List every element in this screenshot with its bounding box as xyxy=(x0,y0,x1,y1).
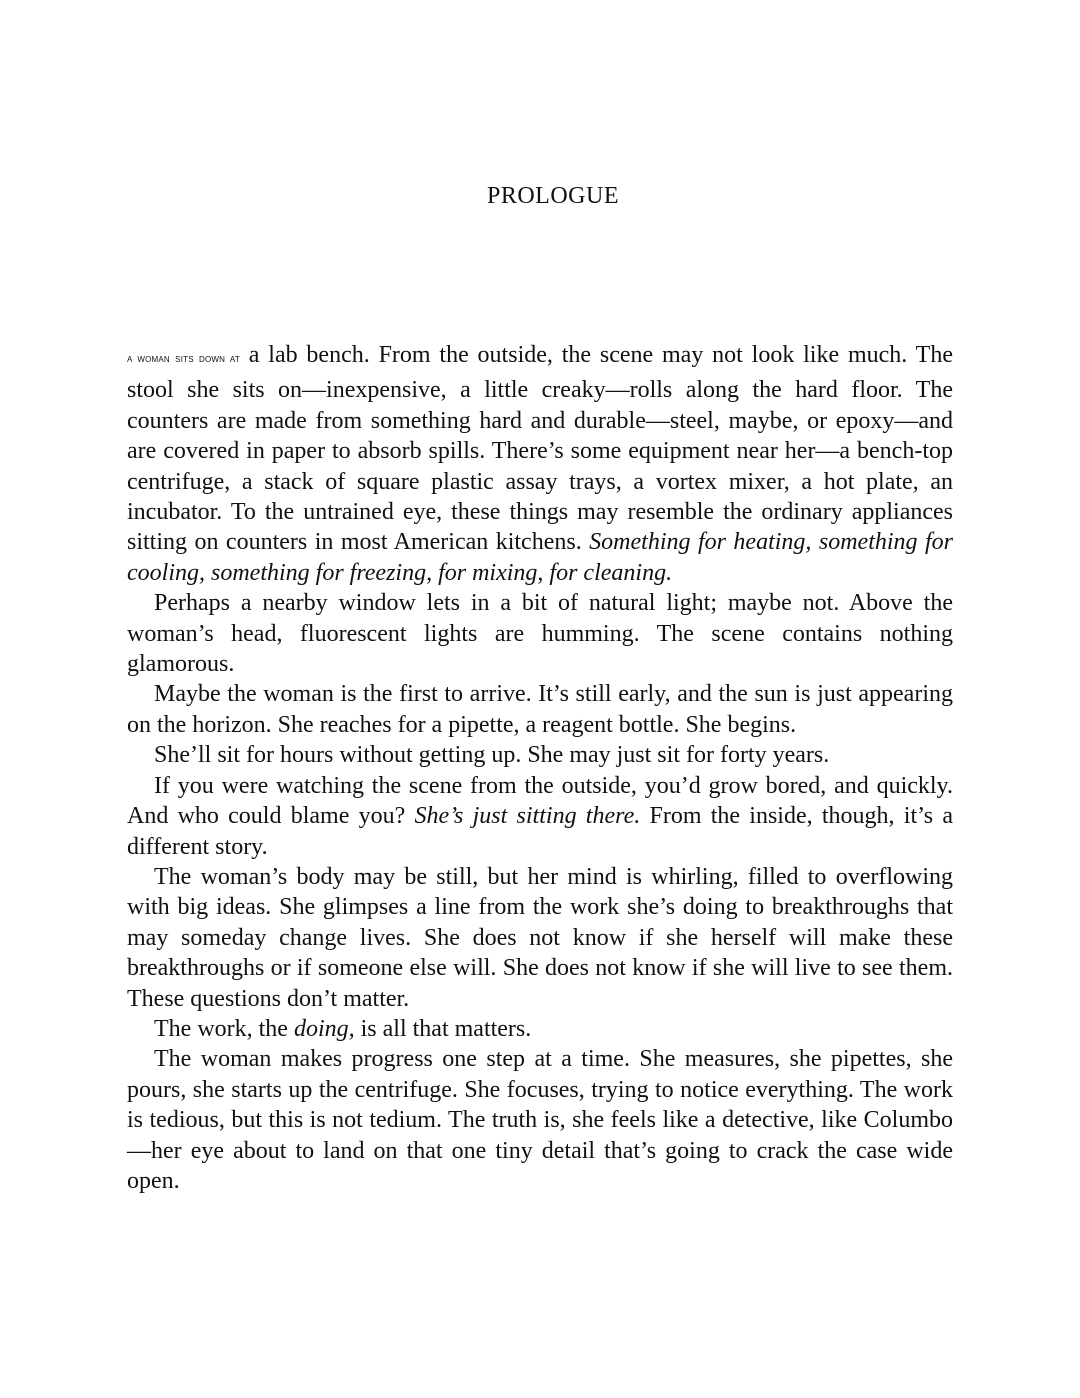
paragraph xyxy=(127,588,953,679)
paragraph xyxy=(127,340,953,588)
italic-text: She’s just sitting there. xyxy=(414,803,641,830)
paragraph xyxy=(127,862,953,1014)
italic-text: doing, xyxy=(293,1015,355,1042)
paragraph-text: The woman makes progress one step at a time. She measures, she pipettes, she pours, she starts up the centrifuge. She focuses, trying to notice everything. The work is tedious, but this is not tedium. The truth is, she feels like a detective, like Columbo—her eye about to land on that one tiny detail that’s going to crack the case wide open. xyxy=(127,1046,953,1194)
paragraph-text: Perhaps a nearby window lets in a bit of natural light; maybe not. Above the woman’s head, fluorescent lights are humming. The scene contains nothing glamorous. xyxy=(127,590,953,678)
paragraph-text: Maybe the woman is the first to arrive. It’s still early, and the sun is just appearing on the horizon. She reaches for a pipette, a reagent bottle. She begins. xyxy=(127,681,953,738)
paragraph xyxy=(127,679,953,740)
paragraph-text: a lab bench. From the outside, the scene may not look like much. The stool she sits on—inexpensive, a little creaky—rolls along the hard floor. The counters are made from something hard and durable—steel, maybe, or epoxy—and are covered in paper to absorb spills. There’s some equipment near her—a bench-top centrifuge, a stack of square plastic assay trays, a vortex mixer, a hot plate, an incubator. To the untrained eye, these things may resemble the ordinary appliances sitting on counters in most American kitchens. xyxy=(127,342,953,556)
paragraph xyxy=(127,740,953,770)
chapter-title: PROLOGUE xyxy=(486,183,619,209)
paragraph xyxy=(127,1044,953,1196)
paragraph-text: The woman’s body may be still, but her mind is whirling, filled to overflowing with big ideas. She glimpses a line from the work she’s doing to breakthroughs that may someday change lives. She does not know if she herself will make these breakthroughs or if someone else will. She does not know if she will live to see them. These questions don’t matter. xyxy=(127,863,953,1012)
paragraph-text: is all that matters. xyxy=(354,1015,532,1042)
small-caps-lead-in: A WOMAN SITS DOWN AT xyxy=(127,355,240,364)
paragraph-text: She’ll sit for hours without getting up. She may just sit for forty years. xyxy=(154,742,830,769)
paragraph-text: From the inside, though, it’s a different story. xyxy=(127,803,954,860)
paragraph xyxy=(127,771,953,862)
italic-text: Something for heating, something for cooling, something for freezing, for mixing, for cleaning. xyxy=(127,529,954,586)
paragraph-text: The work, the xyxy=(154,1015,294,1042)
paragraph xyxy=(127,1014,953,1044)
body-text xyxy=(127,340,953,1196)
paragraph-text: If you were watching the scene from the outside, you’d grow bored, and quickly. And who could blame you? xyxy=(127,772,953,830)
